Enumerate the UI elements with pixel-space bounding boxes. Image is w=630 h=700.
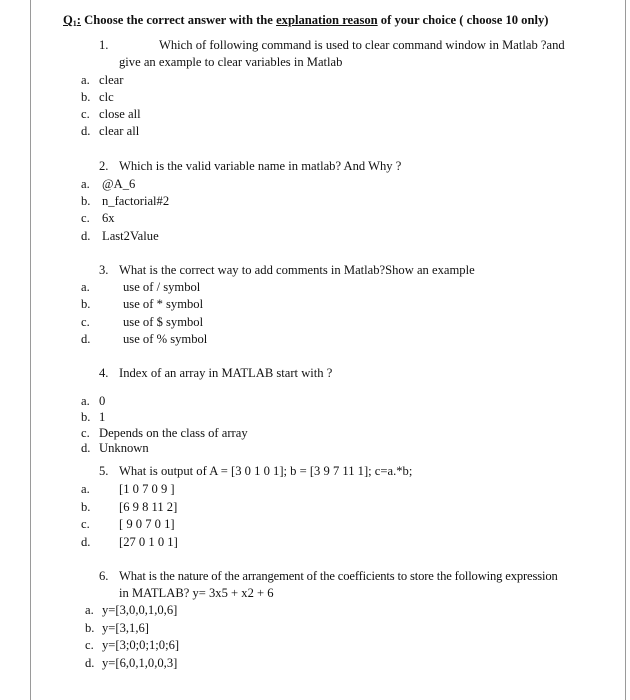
q1-option-c[interactable]: close all (99, 107, 141, 121)
instructions-heading: $Q_1$: Choose the correct answer with the explanation reason of your choice ( choose 10 only) (63, 13, 549, 28)
question-6-number: 6. (99, 569, 109, 583)
question-4-number: 4. (99, 366, 109, 380)
q3-option-b[interactable]: use of * symbol (123, 297, 204, 311)
q4-option-a[interactable]: 0 (99, 394, 106, 408)
q6-option-d[interactable]: y=[6,0,1,0,0,3] (102, 656, 178, 670)
q6-option-c-label: c. (85, 638, 94, 652)
q1-option-a[interactable]: clear (99, 73, 124, 87)
q2-option-b-label: b. (81, 194, 91, 208)
q5-option-c-label: c. (81, 517, 90, 531)
question-6-text: What is the nature of the arrangement of the coefficients to store the following expression (119, 569, 558, 583)
q4-option-b[interactable]: 1 (99, 410, 106, 424)
document-page (30, 0, 626, 700)
q5-option-a[interactable]: [1 0 7 0 9 ] (119, 482, 175, 496)
q3-option-a-label: a. (81, 280, 90, 294)
q4-option-d[interactable]: Unknown (99, 441, 149, 455)
q4-option-c-label: c. (81, 426, 90, 440)
q3-option-d-label: d. (81, 332, 91, 346)
q1-option-d[interactable]: clear all (99, 124, 140, 138)
q4-option-a-label: a. (81, 394, 90, 408)
q1-option-c-label: c. (81, 107, 90, 121)
q1-option-a-label: a. (81, 73, 90, 87)
q3-option-c-label: c. (81, 315, 90, 329)
q2-option-c[interactable]: 6x (102, 211, 115, 225)
question-5-number: 5. (99, 464, 109, 478)
q5-option-d[interactable]: [27 0 1 0 1] (119, 535, 178, 549)
q4-option-d-label: d. (81, 441, 91, 455)
q1-option-b[interactable]: clc (99, 90, 114, 104)
q4-option-b-label: b. (81, 410, 91, 424)
q2-option-c-label: c. (81, 211, 90, 225)
q6-option-b[interactable]: y=[3,1,6] (102, 621, 149, 635)
question-5-text: What is output of A = [3 0 1 0 1]; b = [3 9 7 11 1]; c=a.*b; (119, 464, 413, 478)
q5-option-d-label: d. (81, 535, 91, 549)
question-2-number: 2. (99, 159, 109, 173)
q4-option-c[interactable]: Depends on the class of array (99, 426, 248, 440)
q1-option-d-label: d. (81, 124, 91, 138)
q6-option-a-label: a. (85, 603, 94, 617)
q6-option-c[interactable]: y=[3;0;0;1;0;6] (102, 638, 180, 652)
question-1-text: Which of following command is used to clear command window in Matlab ?and (159, 38, 565, 52)
q2-option-d-label: d. (81, 229, 91, 243)
q3-option-b-label: b. (81, 297, 91, 311)
q1-option-b-label: b. (81, 90, 91, 104)
question-3-number: 3. (99, 263, 109, 277)
q6-option-b-label: b. (85, 621, 95, 635)
question-2-text: Which is the valid variable name in matlab? And Why ? (119, 159, 402, 173)
q3-option-a[interactable]: use of / symbol (123, 280, 201, 294)
q3-option-d[interactable]: use of % symbol (123, 332, 208, 346)
question-3-text: What is the correct way to add comments in Matlab?Show an example (119, 263, 475, 277)
question-4-text: Index of an array in MATLAB start with ? (119, 366, 333, 380)
q5-option-b-label: b. (81, 500, 91, 514)
q6-option-a[interactable]: y=[3,0,0,1,0,6] (102, 603, 178, 617)
q2-option-b[interactable]: n_factorial#2 (102, 194, 170, 208)
q5-option-a-label: a. (81, 482, 90, 496)
question-1-number: 1. (99, 38, 109, 52)
q5-option-b[interactable]: [6 9 8 11 2] (119, 500, 178, 514)
q2-option-d[interactable]: Last2Value (102, 229, 159, 243)
q5-option-c[interactable]: [ 9 0 7 0 1] (119, 517, 175, 531)
q2-option-a[interactable]: @A_6 (102, 177, 136, 191)
q2-option-a-label: a. (81, 177, 90, 191)
question-1-text-continued: give an example to clear variables in Matlab (119, 55, 343, 69)
q3-option-c[interactable]: use of $ symbol (123, 315, 204, 329)
question-6-text-continued: in MATLAB? y= 3x5 + x2 + 6 (119, 586, 274, 600)
q6-option-d-label: d. (85, 656, 95, 670)
question-set-label: $Q_1$: (63, 13, 81, 28)
